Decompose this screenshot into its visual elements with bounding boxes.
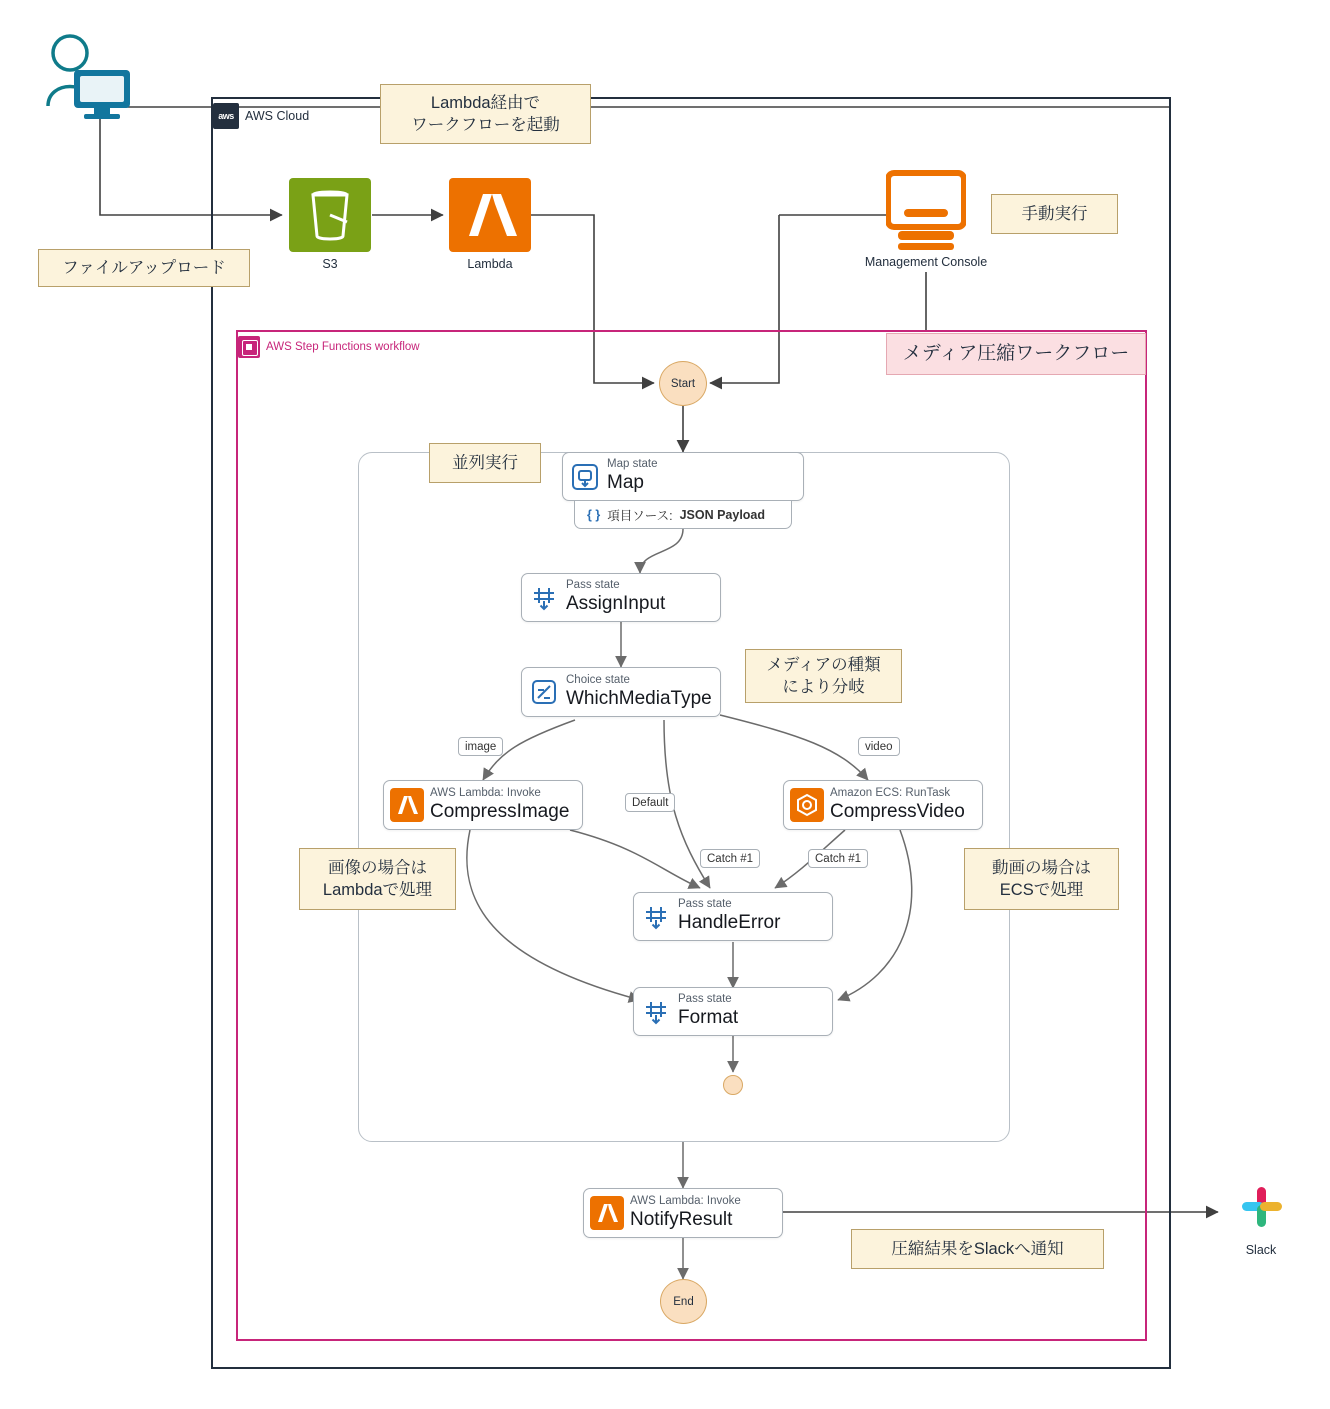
step-functions-label-text: AWS Step Functions workflow	[266, 341, 420, 353]
pass-state-icon	[634, 998, 678, 1026]
note-file-upload-text: ファイルアップロード	[62, 258, 226, 277]
lambda-icon	[449, 178, 531, 252]
slack-label: Slack	[1245, 1243, 1277, 1257]
note-video-ecs-line1: 動画の場合は	[992, 858, 1091, 877]
state-assign-input-name: AssignInput	[566, 593, 666, 615]
state-end	[660, 1279, 707, 1324]
choice-state-icon	[522, 678, 566, 706]
lambda-service-icon	[384, 788, 430, 822]
state-map[interactable]	[562, 452, 804, 501]
step-functions-label	[238, 336, 420, 358]
lambda-label: Lambda	[467, 257, 513, 271]
state-start-label: Start	[670, 377, 696, 390]
slack-icon	[1238, 1183, 1286, 1231]
state-end-label: End	[673, 1295, 694, 1308]
state-handle-error-type: Pass state	[678, 898, 732, 911]
note-branch-line2: により分岐	[782, 678, 865, 696]
state-map-type: Map state	[607, 458, 658, 471]
edge-label-default: Default	[625, 793, 675, 812]
state-which-media-type-name: WhichMediaType	[566, 687, 712, 709]
note-branch	[745, 649, 902, 703]
pass-state-icon	[634, 903, 678, 931]
edge-label-catch-left: Catch #1	[700, 849, 760, 868]
edge-label-catch-right: Catch #1	[808, 849, 868, 868]
note-manual-run	[991, 194, 1118, 234]
state-assign-input-type: Pass state	[566, 579, 620, 592]
pass-state-icon	[522, 584, 566, 612]
management-console-label: Management Console	[864, 255, 988, 269]
state-handle-error[interactable]	[633, 892, 833, 941]
state-notify-result-type: AWS Lambda: Invoke	[630, 1194, 741, 1207]
note-lambda-trigger	[380, 84, 591, 144]
aws-cloud-label	[213, 103, 309, 129]
json-braces-icon: { }	[587, 507, 601, 522]
aws-cloud-label-text: AWS Cloud	[245, 109, 310, 123]
note-parallel	[429, 443, 541, 483]
state-compress-video[interactable]	[783, 780, 983, 830]
note-image-lambda-line1: 画像の場合は	[328, 858, 427, 877]
s3-label: S3	[322, 257, 338, 271]
state-map-name: Map	[607, 472, 644, 494]
note-branch-line1: メディアの種類	[766, 655, 881, 674]
state-notify-result-name: NotifyResult	[630, 1208, 733, 1230]
state-format[interactable]	[633, 987, 833, 1036]
aws-logo-icon: aws	[213, 103, 239, 129]
note-slack-notify-text: 圧縮結果をSlackへ通知	[891, 1239, 1064, 1258]
state-compress-image[interactable]	[383, 780, 583, 830]
map-item-source-label: 項目ソース:	[607, 508, 673, 523]
state-format-type: Pass state	[678, 993, 732, 1006]
state-compress-video-name: CompressVideo	[830, 800, 965, 822]
note-manual-run-text: 手動実行	[1021, 204, 1088, 223]
s3-bucket-icon	[289, 178, 371, 252]
state-notify-result[interactable]	[583, 1188, 783, 1238]
state-compress-video-type: Amazon ECS: RunTask	[830, 786, 951, 799]
state-which-media-type-type: Choice state	[566, 673, 630, 686]
lambda-service-icon	[584, 1196, 630, 1230]
note-slack-notify	[851, 1229, 1104, 1269]
state-handle-error-name: HandleError	[678, 912, 781, 934]
map-inner-end-marker	[723, 1075, 743, 1095]
workflow-title	[886, 333, 1146, 375]
state-compress-image-type: AWS Lambda: Invoke	[430, 786, 541, 799]
workflow-title-text: メディア圧縮ワークフロー	[902, 343, 1130, 365]
note-image-lambda	[299, 848, 456, 910]
ecs-service-icon	[784, 788, 830, 822]
management-console-icon	[886, 169, 966, 253]
state-assign-input[interactable]	[521, 573, 721, 622]
step-functions-icon	[238, 336, 260, 358]
state-format-name: Format	[678, 1007, 739, 1029]
map-item-source	[574, 501, 792, 529]
edge-label-video: video	[858, 737, 900, 756]
note-lambda-trigger-line1: Lambda経由で	[430, 93, 541, 112]
note-file-upload	[38, 249, 250, 287]
user-actor-icon	[40, 28, 140, 128]
map-state-icon	[563, 462, 607, 492]
note-video-ecs-line2: ECSで処理	[999, 881, 1084, 899]
note-lambda-trigger-line2: ワークフローを起動	[411, 116, 560, 134]
state-compress-image-name: CompressImage	[430, 800, 570, 822]
state-start	[659, 361, 707, 406]
note-video-ecs	[964, 848, 1119, 910]
note-image-lambda-line2: Lambdaで処理	[322, 881, 433, 899]
edge-label-image: image	[458, 737, 503, 756]
state-which-media-type[interactable]	[521, 667, 721, 717]
map-item-source-value: JSON Payload	[679, 507, 766, 522]
note-parallel-text: 並列実行	[452, 453, 518, 472]
